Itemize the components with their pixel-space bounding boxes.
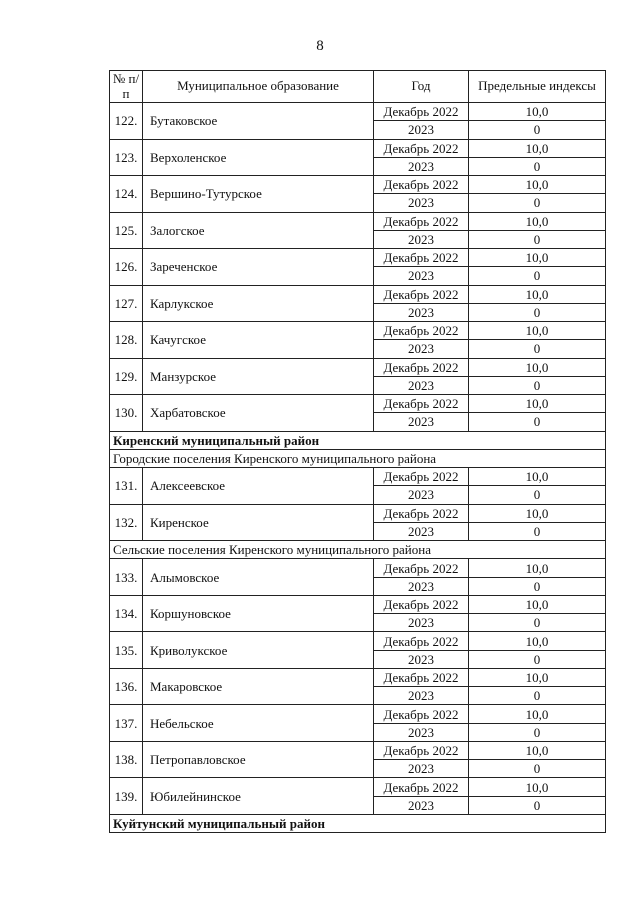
tariff-index-table [109, 70, 606, 833]
municipality-name: Макаровское [143, 668, 374, 705]
period-cell: Декабрь 2022 [374, 595, 469, 613]
period-cell: Декабрь 2022 [374, 504, 469, 522]
table-row [110, 358, 606, 376]
municipality-name: Алымовское [143, 559, 374, 596]
index-value-cell: 10,0 [469, 212, 606, 230]
row-number: 122. [110, 103, 143, 140]
index-value-cell: 0 [469, 267, 606, 285]
header-num: № п/п [110, 71, 143, 103]
period-cell: 2023 [374, 486, 469, 504]
section-title: Сельские поселения Киренского муниципального района [110, 541, 606, 559]
municipality-name: Качугское [143, 322, 374, 359]
municipality-name: Верхоленское [143, 139, 374, 176]
index-value-cell: 0 [469, 522, 606, 540]
row-number: 127. [110, 285, 143, 322]
period-cell: 2023 [374, 577, 469, 595]
index-value-cell: 0 [469, 303, 606, 321]
row-number: 134. [110, 595, 143, 632]
index-value-cell: 10,0 [469, 139, 606, 157]
period-cell: Декабрь 2022 [374, 358, 469, 376]
table-header-row [110, 71, 606, 103]
period-cell: 2023 [374, 267, 469, 285]
municipality-name: Манзурское [143, 358, 374, 395]
index-value-cell: 0 [469, 614, 606, 632]
period-cell: Декабрь 2022 [374, 139, 469, 157]
index-value-cell: 10,0 [469, 395, 606, 413]
municipality-name: Вершино-Тутурское [143, 176, 374, 213]
table-row [110, 778, 606, 796]
period-cell: Декабрь 2022 [374, 468, 469, 486]
table-row [110, 705, 606, 723]
index-value-cell: 0 [469, 194, 606, 212]
section-row [110, 814, 606, 832]
index-value-cell: 0 [469, 723, 606, 741]
period-cell: 2023 [374, 340, 469, 358]
row-number: 128. [110, 322, 143, 359]
index-value-cell: 0 [469, 157, 606, 175]
table-row [110, 176, 606, 194]
index-value-cell: 0 [469, 230, 606, 248]
period-cell: Декабрь 2022 [374, 395, 469, 413]
index-value-cell: 10,0 [469, 504, 606, 522]
period-cell: 2023 [374, 614, 469, 632]
section-row [110, 541, 606, 559]
index-value-cell: 0 [469, 340, 606, 358]
period-cell: 2023 [374, 157, 469, 175]
period-cell: 2023 [374, 376, 469, 394]
table-row [110, 559, 606, 577]
index-value-cell: 10,0 [469, 103, 606, 121]
period-cell: 2023 [374, 723, 469, 741]
table-row [110, 504, 606, 522]
row-number: 125. [110, 212, 143, 249]
municipality-name: Криволукское [143, 632, 374, 669]
index-value-cell: 10,0 [469, 468, 606, 486]
index-value-cell: 0 [469, 687, 606, 705]
index-value-cell: 10,0 [469, 176, 606, 194]
period-cell: Декабрь 2022 [374, 741, 469, 759]
section-title: Городские поселения Киренского муниципального района [110, 449, 606, 467]
table-row [110, 741, 606, 759]
table-row [110, 595, 606, 613]
period-cell: Декабрь 2022 [374, 559, 469, 577]
section-title: Куйтунский муниципальный район [110, 814, 606, 832]
index-value-cell: 10,0 [469, 668, 606, 686]
municipality-name: Петропавловское [143, 741, 374, 778]
index-value-cell: 10,0 [469, 632, 606, 650]
index-value-cell: 0 [469, 577, 606, 595]
section-title: Киренский муниципальный район [110, 431, 606, 449]
index-value-cell: 0 [469, 650, 606, 668]
period-cell: Декабрь 2022 [374, 322, 469, 340]
municipality-name: Бутаковское [143, 103, 374, 140]
row-number: 129. [110, 358, 143, 395]
row-number: 124. [110, 176, 143, 213]
row-number: 138. [110, 741, 143, 778]
index-value-cell: 10,0 [469, 285, 606, 303]
municipality-name: Карлукское [143, 285, 374, 322]
period-cell: Декабрь 2022 [374, 212, 469, 230]
index-value-cell: 10,0 [469, 358, 606, 376]
index-value-cell: 0 [469, 796, 606, 814]
period-cell: 2023 [374, 760, 469, 778]
period-cell: 2023 [374, 796, 469, 814]
period-cell: Декабрь 2022 [374, 705, 469, 723]
header-municipality: Муниципальное образование [143, 71, 374, 103]
table-row [110, 249, 606, 267]
municipality-name: Залогское [143, 212, 374, 249]
row-number: 126. [110, 249, 143, 286]
index-value-cell: 10,0 [469, 741, 606, 759]
table-row [110, 212, 606, 230]
row-number: 135. [110, 632, 143, 669]
row-number: 133. [110, 559, 143, 596]
municipality-name: Коршуновское [143, 595, 374, 632]
municipality-name: Харбатовское [143, 395, 374, 432]
period-cell: Декабрь 2022 [374, 249, 469, 267]
period-cell: Декабрь 2022 [374, 285, 469, 303]
period-cell: 2023 [374, 303, 469, 321]
table-row [110, 668, 606, 686]
period-cell: Декабрь 2022 [374, 778, 469, 796]
table-row [110, 322, 606, 340]
index-value-cell: 0 [469, 121, 606, 139]
table-row [110, 139, 606, 157]
municipality-name: Зареченское [143, 249, 374, 286]
section-row [110, 431, 606, 449]
period-cell: Декабрь 2022 [374, 103, 469, 121]
index-value-cell: 0 [469, 760, 606, 778]
period-cell: 2023 [374, 194, 469, 212]
index-value-cell: 10,0 [469, 705, 606, 723]
row-number: 132. [110, 504, 143, 541]
period-cell: 2023 [374, 522, 469, 540]
table-row [110, 632, 606, 650]
municipality-name: Алексеевское [143, 468, 374, 505]
page-number: 8 [316, 38, 324, 54]
municipality-name: Небельское [143, 705, 374, 742]
row-number: 131. [110, 468, 143, 505]
table-row [110, 395, 606, 413]
table-row [110, 285, 606, 303]
row-number: 130. [110, 395, 143, 432]
index-value-cell: 0 [469, 486, 606, 504]
row-number: 136. [110, 668, 143, 705]
period-cell: 2023 [374, 230, 469, 248]
municipality-name: Киренское [143, 504, 374, 541]
table-row [110, 468, 606, 486]
index-value-cell: 10,0 [469, 595, 606, 613]
index-value-cell: 10,0 [469, 249, 606, 267]
row-number: 123. [110, 139, 143, 176]
row-number: 139. [110, 778, 143, 815]
index-value-cell: 10,0 [469, 778, 606, 796]
period-cell: 2023 [374, 687, 469, 705]
period-cell: Декабрь 2022 [374, 632, 469, 650]
municipality-name: Юбилейнинское [143, 778, 374, 815]
index-value-cell: 10,0 [469, 322, 606, 340]
period-cell: Декабрь 2022 [374, 176, 469, 194]
index-value-cell: 0 [469, 376, 606, 394]
header-year: Год [374, 71, 469, 103]
section-row [110, 449, 606, 467]
period-cell: 2023 [374, 121, 469, 139]
period-cell: 2023 [374, 650, 469, 668]
index-value-cell: 0 [469, 413, 606, 431]
header-index: Предельные индексы [469, 71, 606, 103]
row-number: 137. [110, 705, 143, 742]
period-cell: Декабрь 2022 [374, 668, 469, 686]
index-value-cell: 10,0 [469, 559, 606, 577]
period-cell: 2023 [374, 413, 469, 431]
table-row [110, 103, 606, 121]
